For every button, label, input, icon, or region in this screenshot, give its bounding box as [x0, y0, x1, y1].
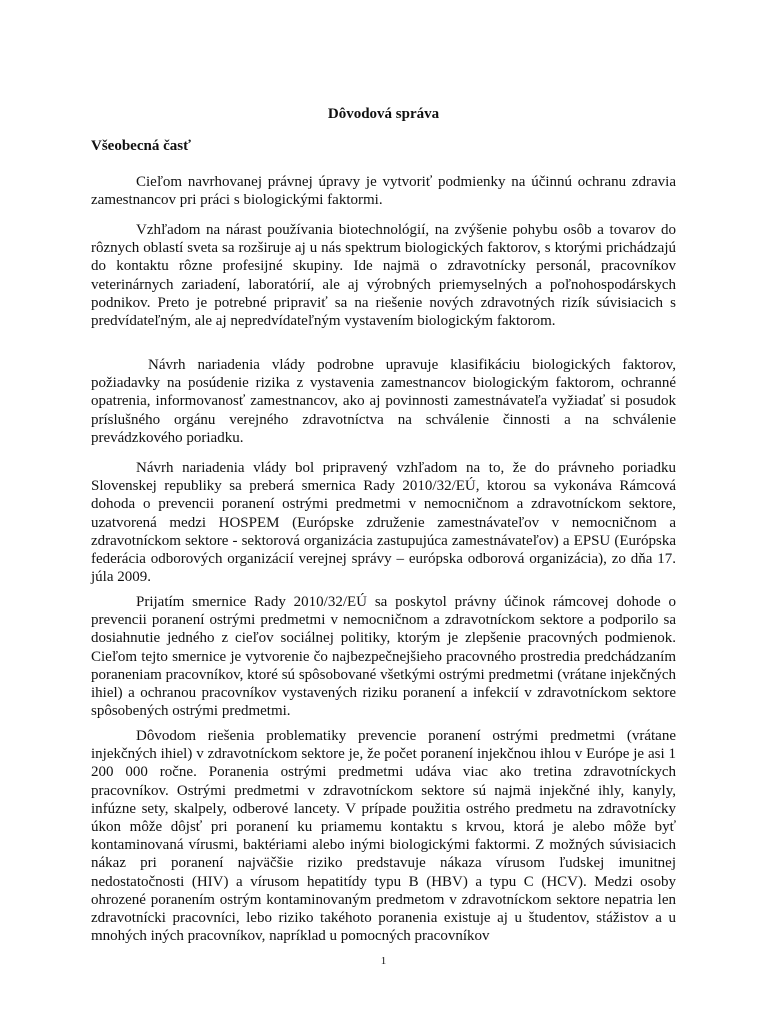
- paragraph-purpose: Cieľom navrhovanej právnej úpravy je vytvoriť podmienky na účinnú ochranu zdravia zamestnancov pri práci s biologickými faktormi.: [91, 174, 676, 209]
- page-number: 1: [380, 955, 387, 967]
- paragraph-biotechnology: Vzhľadom na nárast používania biotechnológií, na zvýšenie pohybu osôb a tovarov do rôznych oblastí sveta sa rozširuje aj u nás spektrum biologických faktorov, s ktorými prichádzajú do kontaktu rôzne profesijné skupiny. Ide najmä o zdravotnícky personál, pracovníkov veterinárnych zariadení, laboratórií, ale aj výrobných priemyselných a poľnohospodárskych podnikov. Preto je potrebné pripraviť sa na riešenie nových zdravotných rizík súvisiacich s predvídateľným, ale aj nepredvídateľným vystavením biologickým faktorom.: [91, 222, 676, 330]
- paragraph-directive-transposition: Návrh nariadenia vlády bol pripravený vzhľadom na to, že do právneho poriadku Slovenskej republiky sa preberá smernica Rady 2010/32/EÚ, ktorou sa vykonáva Rámcová dohoda o prevencii poranení ostrými predmetmi v nemocničnom a zdravotníckom sektore, uzatvorená medzi HOSPEM (Európske združenie zamestnávateľov v nemocničnom a zdravotníckom sektore - sektorová organizácia zastupujúca zamestnávateľov) a EPSU (Európska federácia odborových organizácií verejnej správy – európska odborová organizácia), zo dňa 17. júla 2009.: [91, 460, 676, 586]
- document-title: Dôvodová správa: [327, 106, 440, 122]
- paragraph-directive-effect: Prijatím smernice Rady 2010/32/EÚ sa poskytol právny účinok rámcovej dohode o prevencii poranení ostrými predmetmi v nemocničnom a zdravotníckom sektore a podporilo sa dosiahnutie jedného z cieľov sociálnej politiky, ktorým je zlepšenie pracovných podmienok. Cieľom tejto smernice je vytvorenie čo najbezpečnejšieho pracovného prostredia predchádzaním poraneniam pracovníkov, ktoré sú spôsobované všetkými ostrými predmetmi (vrátane injekčných ihiel) a ochranou pracovníkov vystavených riziku poranení a infekcií v zdravotníckom sektore spôsobených ostrými predmetmi.: [91, 594, 676, 720]
- document-page: [91, 0, 676, 1024]
- paragraph-regulation-scope: Návrh nariadenia vlády podrobne upravuje klasifikáciu biologických faktorov, požiadavky na posúdenie rizika z vystavenia zamestnancov biologickým faktorom, ochranné opatrenia, informovanosť zamestnancov, ako aj povinnosti zamestnávateľa vyžiadať si posudok príslušného orgánu verejného zdravotníctva na schválenie činnosti a na schválenie prevádzkového poriadku.: [91, 357, 676, 446]
- section-heading: Všeobecná časť: [91, 138, 191, 154]
- paragraph-sharps-injuries: Dôvodom riešenia problematiky prevencie poranení ostrými predmetmi (vrátane injekčných ihiel) v zdravotníckom sektore je, že počet poranení injekčnou ihlou v Európe je asi 1 200 000 ročne. Poranenia ostrými predmetmi udáva viac ako tretina zdravotníckych pracovníkov. Ostrými predmetmi v zdravotníckom sektore sú najmä injekčné ihly, kanyly, infúzne sety, skalpely, odberové lancety. V prípade použitia ostrého predmetu na zdravotnícky úkon môže dôjsť pri poranení ku priamemu kontaktu s krvou, ktorá je alebo môže byť kontaminovaná vírusmi, baktériami alebo inými biologickými faktormi. Z možných súvisiacich nákaz pri poranení najväčšie riziko predstavuje nákaza vírusom ľudskej imunitnej nedostatočnosti (HIV) a vírusom hepatitídy typu B (HBV) a typu C (HCV). Medzi osoby ohrozené poranením ostrým kontaminovaným predmetom v zdravotníckom sektore nepatria len zdravotnícki pracovníci, lebo riziko takéhoto poranenia existuje aj u študentov, stážistov a u mnohých iných pracovníkov, napríklad u pomocných pracovníkov: [91, 728, 676, 945]
